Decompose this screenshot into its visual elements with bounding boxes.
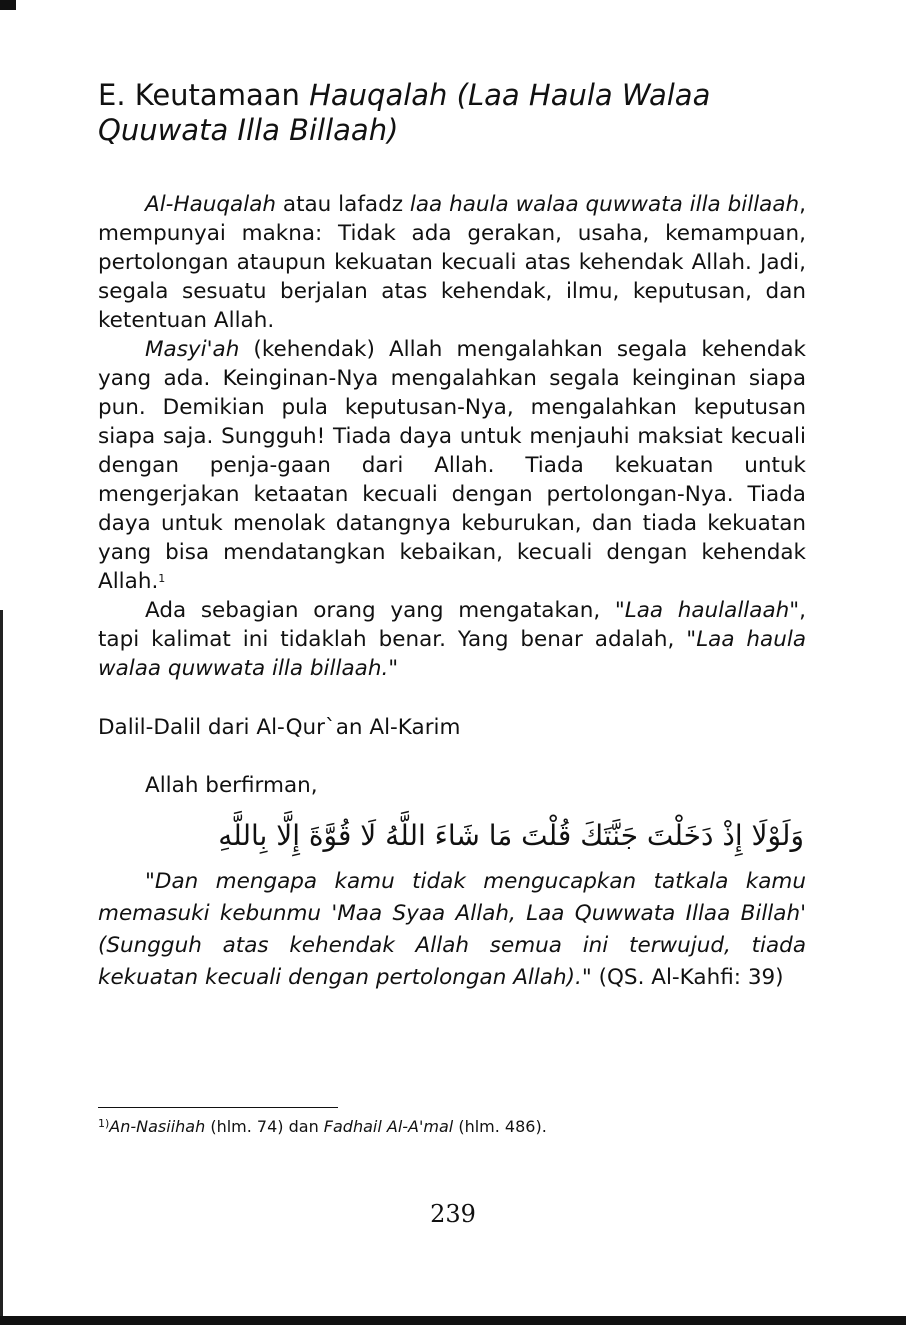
footnote-ref: 1: [158, 572, 166, 585]
scan-bottom-edge: [0, 1316, 906, 1325]
intro-line: Allah berfirman,: [145, 773, 318, 798]
verse-translation: "Dan mengapa kamu tidak mengucapkan tatkala kamu memasuki kebunmu 'Maa Syaa Allah, Laa Quwwata Illaa Billah' (Sungguh atas kehendak Allah semua ini terwujud, tiada kekuatan kecuali dengan pertolongan Allah)." (QS. Al-Kahfi: 39): [98, 869, 806, 990]
footnote: $^{1)}$An-Nasiihah (hlm. 74) dan Fadhail Al-A'mal (hlm. 486).: [98, 1117, 547, 1136]
paragraph-3: Ada sebagian orang yang mengatakan, "Laa haulallaah", tapi kalimat ini tidaklah benar. Yang benar adalah, "Laa haula walaa quwwata illa billaah.": [98, 598, 806, 681]
scan-corner-mark: [0, 0, 16, 10]
page-number: 239: [430, 1200, 476, 1228]
arabic-verse: وَلَوْلَا إِذْ دَخَلْتَ جَنَّتَكَ قُلْتَ مَا شَاءَ اللَّهُ لَا قُوَّةَ إِلَّا بِاللَّهِ: [218, 819, 804, 852]
paragraph-1: Al-Hauqalah atau lafadz laa haula walaa quwwata illa billaah, mempunyai makna: Tidak ada gerakan, usaha, kemampuan, pertolongan ataupun kekuatan kecuali atas kehendak Allah. Jadi, segala sesuatu berjalan atas kehendak, ilmu, keputusan, dan ketentuan Allah.: [98, 192, 806, 333]
footnote-divider: [98, 1107, 338, 1108]
subheading: Dalil-Dalil dari Al-Qur`an Al-Karim: [98, 715, 461, 740]
body-text: [98, 190, 806, 683]
paragraph-2: Masyi'ah (kehendak) Allah mengalahkan segala kehendak yang ada. Keinginan-Nya mengalahkan segala keinginan siapa pun. Demikian pula keputusan-Nya, mengalahkan keputusan siapa saja. Sungguh! Tiada daya untuk menjauhi maksiat kecuali dengan penja-gaan dari Allah. Tiada kekuatan untuk mengerjakan ketaatan kecuali dengan pertolongan-Nya. Tiada daya untuk menolak datangnya keburukan, dan tiada kekuatan yang bisa mendatangkan kebaikan, kecuali dengan kehendak Allah.$^1$: [98, 337, 806, 594]
page-content: [98, 78, 806, 994]
section-heading: E. Keutamaan Hauqalah (Laa Haula Walaa Quuwata Illa Billaah): [98, 78, 711, 147]
